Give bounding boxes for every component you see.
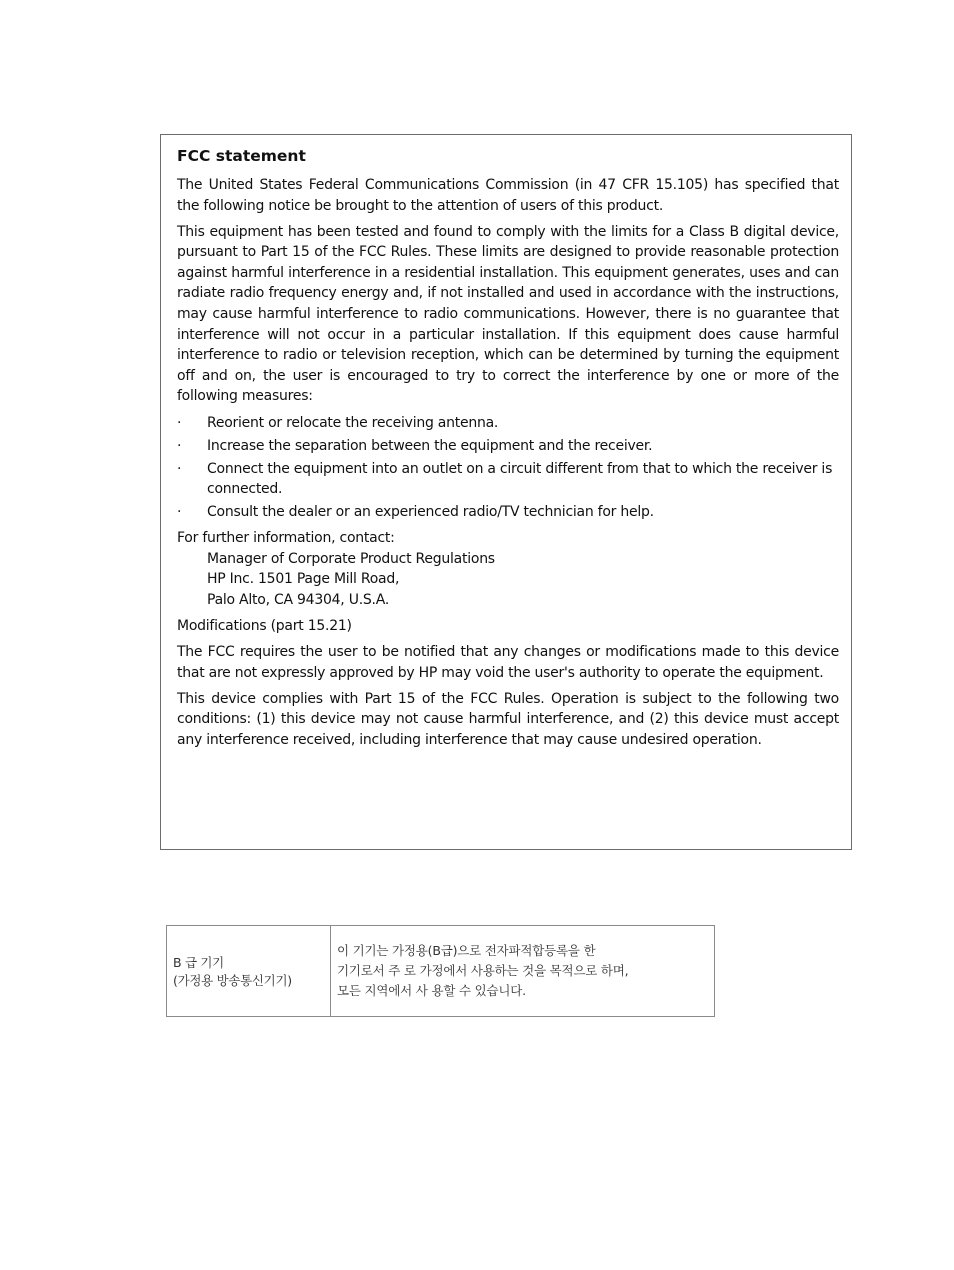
korean-class-label: B 급 기기 xyxy=(173,955,224,970)
measure-text: Consult the dealer or an experienced radio/TV technician for help. xyxy=(207,504,654,521)
korean-class-b-table xyxy=(166,925,715,1017)
korean-notice-cell xyxy=(331,926,714,1016)
korean-notice-line: 모든 지역에서 사 용할 수 있습니다. xyxy=(337,983,526,998)
bullet-icon: · xyxy=(177,414,182,431)
modifications-heading: Modifications (part 15.21) xyxy=(177,617,352,634)
measure-text: Increase the separation between the equipment and the receiver. xyxy=(207,437,653,454)
address-line: Manager of Corporate Product Regulations xyxy=(207,550,495,567)
modifications-paragraph: The FCC requires the user to be notified that any changes or modifications made to this device that are not expressly approved by HP may void the user's authority to operate the equipment. xyxy=(177,643,839,681)
bullet-icon: · xyxy=(177,437,182,454)
bullet-icon: · xyxy=(177,504,182,521)
contact-address xyxy=(177,549,839,611)
list-item xyxy=(177,502,839,523)
fcc-title: FCC statement xyxy=(177,147,306,165)
list-item xyxy=(177,413,839,434)
address-line: Palo Alto, CA 94304, U.S.A. xyxy=(207,591,390,608)
korean-notice-line: 기기로서 주 로 가정에서 사용하는 것을 목적으로 하며, xyxy=(337,963,629,978)
korean-class-sublabel: (가정용 방송통신기기) xyxy=(173,973,292,988)
measure-text: Reorient or relocate the receiving antenna. xyxy=(207,414,499,431)
bullet-icon: · xyxy=(177,460,182,477)
fcc-statement-box xyxy=(160,134,852,850)
fcc-statement-content xyxy=(177,146,839,756)
contact-heading: For further information, contact: xyxy=(177,530,395,546)
list-item xyxy=(177,436,839,457)
korean-notice-line: 이 기기는 가정용(B급)으로 전자파적합등록을 한 xyxy=(337,943,596,958)
fcc-measures-list xyxy=(177,413,839,523)
address-line: HP Inc. 1501 Page Mill Road, xyxy=(207,571,400,588)
list-item xyxy=(177,459,839,500)
fcc-intro-paragraph: The United States Federal Communications Commission (in 47 CFR 15.105) has specified that the following notice be brought to the attention of users of this product. xyxy=(177,177,839,214)
compliance-paragraph: This device complies with Part 15 of the FCC Rules. Operation is subject to the following two conditions: (1) this device may not cause harmful interference, and (2) this device must accept any interference received, including interference that may cause undesired operation. xyxy=(177,690,839,748)
measure-text: Connect the equipment into an outlet on a circuit different from that to which the receiver is connected. xyxy=(207,460,833,498)
fcc-body-paragraph: This equipment has been tested and found to comply with the limits for a Class B digital device, pursuant to Part 15 of the FCC Rules. These limits are designed to provide reasonable protection against harmful interference in a residential installation. This equipment generates, uses and can radiate radio frequency energy and, if not installed and used in accordance with the instructions, may cause harmful interference to radio communications. However, there is no guarantee that interference will not occur in a particular installation. If this equipment does cause harmful interference to radio or television reception, which can be determined by turning the equipment off and on, the user is encouraged to try to correct the interference by one or more of the following measures: xyxy=(177,223,839,405)
korean-device-class-cell xyxy=(167,926,331,1016)
